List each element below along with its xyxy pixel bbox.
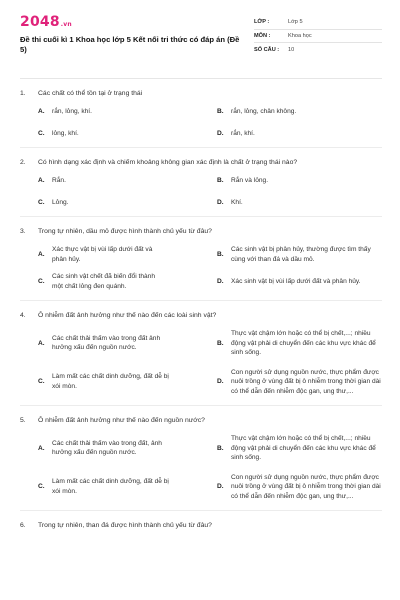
question-stem: 1. Các chất có thể tồn tại ở trạng thái [20, 90, 143, 97]
question-2 [20, 158, 382, 217]
option-b[interactable]: B. Thực vật chậm lớn hoặc có thể bị chết,...; nhiều động vật phải di chuyển đến các khu vực khác để sinh sống. [217, 330, 376, 356]
question-6 [20, 521, 382, 530]
option-d[interactable]: D. Con người sử dụng nguồn nước, thực phẩm được nuôi trồng ở vùng đất bị ô nhiễm trong thời gian dài có thể dẫn đến nhiễm độc gan, ung thư,... [217, 473, 381, 500]
question-divider [20, 216, 382, 217]
option-c[interactable]: C. Làm mất các chất dinh dưỡng, đất dễ bị xói mòn. [38, 373, 169, 390]
option-a[interactable]: A. Xác thực vật bị vùi lấp dưới đất và phân hủy. [38, 246, 153, 263]
option-d[interactable]: D. Khí. [217, 198, 243, 206]
option-b[interactable]: B. rắn, lỏng, chân không. [217, 108, 297, 115]
header-divider [20, 78, 382, 79]
question-divider [20, 510, 382, 511]
option-b[interactable]: B. Các sinh vật bị phân hủy, thường được tìm thấy cùng với than đá và dầu mỏ. [217, 246, 371, 263]
question-1 [20, 89, 382, 148]
option-d[interactable]: D. Con người sử dụng nguồn nước, thực phẩm được nuôi trồng ở vùng đất bị ô nhiễm trong thời gian dài có thể dẫn đến nhiễm độc gan, ung thư,... [217, 368, 381, 395]
question-stem: 4. Ô nhiễm đất ảnh hưởng như thế nào đến các loài sinh vật? [20, 312, 217, 319]
question-stem: 5. Ô nhiễm đất ảnh hưởng như thế nào đến nguồn nước? [20, 417, 205, 424]
options [38, 329, 382, 396]
site-logo[interactable]: 2048.vn [20, 14, 72, 30]
exam-meta [254, 16, 382, 57]
question-divider [20, 300, 382, 301]
question-divider [20, 405, 382, 406]
header-left [20, 14, 240, 55]
question-3 [20, 227, 382, 301]
options [38, 434, 382, 501]
option-a[interactable]: A. Các chất thải thấm vào trong đất, ảnh hưởng xấu đến nguồn nước. [38, 439, 162, 457]
option-a[interactable]: A. rắn, lỏng, khí. [38, 108, 92, 115]
option-d[interactable]: D. Xác sinh vật bị vùi lấp dưới đất và phân hủy. [217, 277, 361, 285]
option-c[interactable]: C. Các sinh vật chết đã biến đổi thành một chất lỏng đen quánh. [38, 273, 156, 290]
option-a[interactable]: A. Rắn. [38, 177, 66, 184]
question-stem: 2. Có hình dạng xác định và chiếm khoảng không gian xác định là chất ở trạng thái nào? [20, 159, 298, 166]
meta-row-subject: MÔN : Khoa học [254, 30, 382, 44]
option-c[interactable]: C. Lỏng. [38, 198, 69, 206]
options [38, 176, 382, 207]
meta-row-count: SỐ CÂU : 10 [254, 46, 295, 53]
question-stem: 3. Trong tự nhiên, dầu mỏ được hình thành chủ yếu từ đâu? [20, 228, 212, 235]
header [20, 14, 382, 76]
option-b[interactable]: B. Thực vật chậm lớn hoặc có thể bị chết,...; nhiều động vật phải di chuyển đến các khu vực khác để sinh sống. [217, 435, 376, 461]
option-d[interactable]: D. rắn, khí. [217, 129, 255, 137]
question-4 [20, 311, 382, 406]
option-a[interactable]: A. Các chất thải thấm vào trong đất ảnh hưởng xấu đến nguồn nước. [38, 334, 161, 352]
exam-title: Đề thi cuối kì 1 Khoa học lớp 5 Kết nối tri thức có đáp án (Đề 5) [20, 35, 240, 54]
option-b[interactable]: B. Rắn và lỏng. [217, 177, 269, 184]
question-divider [20, 147, 382, 148]
options [38, 245, 382, 291]
option-c[interactable]: C. Làm mất các chất dinh dưỡng, đất dễ bị xói mòn. [38, 478, 169, 495]
meta-row-grade: LỚP : Lớp 5 [254, 16, 382, 30]
options [38, 107, 382, 138]
question-stem: 6. Trong tự nhiên, than đá được hình thành chủ yếu từ đâu? [20, 522, 212, 529]
question-5 [20, 416, 382, 511]
option-c[interactable]: C. lỏng, khí. [38, 129, 79, 137]
